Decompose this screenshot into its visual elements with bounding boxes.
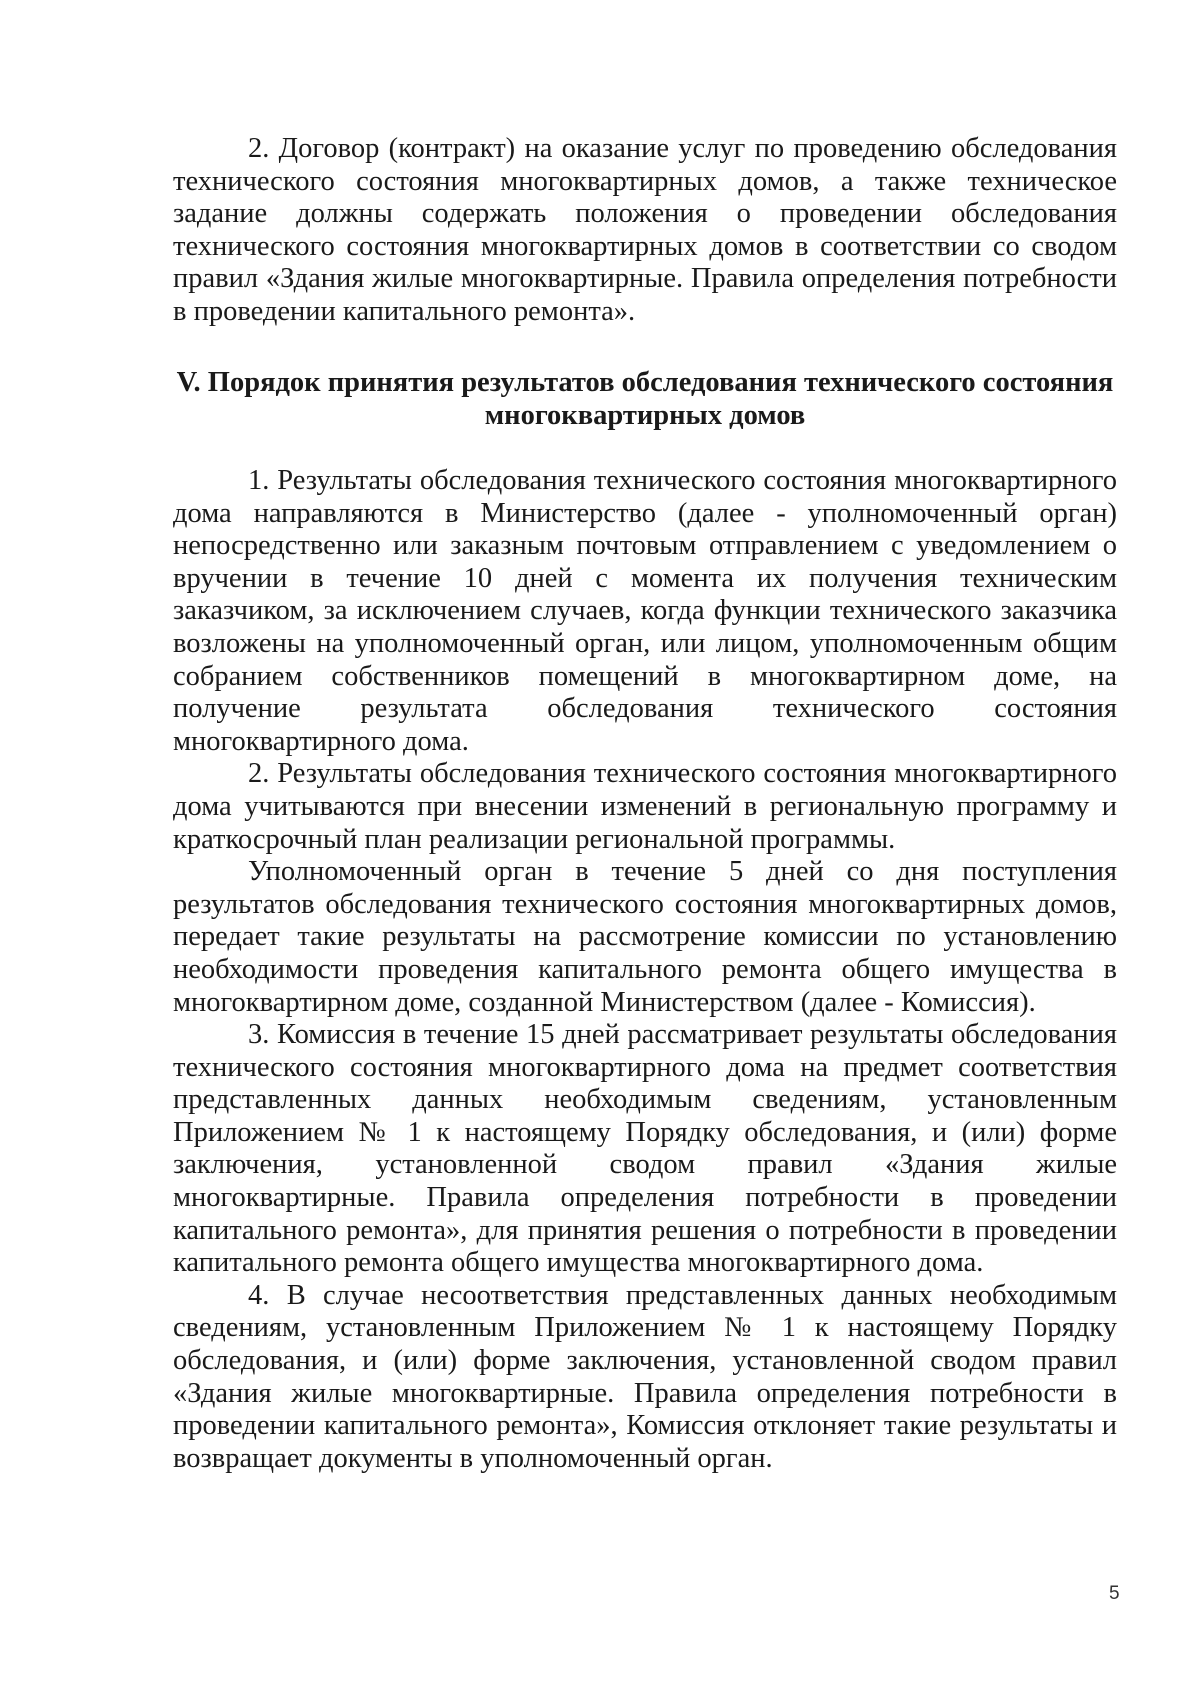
page-number: 5 [1109, 1583, 1120, 1604]
paragraph-results-submission: 1. Результаты обследования технического состояния многоквартирного дома направляются в Министерство (далее - уполномоченный орган) непосредственно или заказным почтовым отправлением с уведомлением о вручении в течение 10 дней с момента их получения техническим заказчиком, за исключением случаев, когда функции технического заказчика возложены на уполномоченный орган, или лицом, уполномоченным общим собранием собственников помещений в многоквартирном доме, на получение результата обследования технического состояния многоквартирного дома. [173, 465, 1117, 757]
paragraph-commission-review: 3. Комиссия в течение 15 дней рассматривает результаты обследования технического состояния многоквартирного дома на предмет соответствия представленных данных необходимым сведениям, установленным Приложением № 1 к настоящему Порядку обследования, и (или) форме заключения, установленной сводом правил «Здания жилые многоквартирные. Правила определения потребности в проведении капитального ремонта», для принятия решения о потребности в проведении капитального ремонта общего имущества многоквартирного дома. [173, 1019, 1117, 1279]
section-heading-line2: многоквартирных домов [484, 399, 806, 431]
section-heading-line1: V. Порядок принятия результатов обследования технического состояния [176, 367, 1114, 398]
section-heading [173, 367, 1117, 432]
paragraph-authorized-body: Уполномоченный орган в течение 5 дней со дня поступления результатов обследования технического состояния многоквартирных домов, передает такие результаты на рассмотрение комиссии по установлению необходимости проведения капитального ремонта общего имущества в многоквартирном доме, созданной Министерством (далее - Комиссия). [173, 856, 1117, 1018]
paragraph-results-consideration: 2. Результаты обследования технического состояния многоквартирного дома учитываются при внесении изменений в региональную программу и краткосрочный план реализации региональной программы. [173, 758, 1117, 855]
paragraph-commission-rejection: 4. В случае несоответствия представленных данных необходимым сведениям, установленным Приложением № 1 к настоящему Порядку обследования, и (или) форме заключения, установленной сводом правил «Здания жилые многоквартирные. Правила определения потребности в проведении капитального ремонта», Комиссия отклоняет такие результаты и возвращает документы в уполномоченный орган. [173, 1279, 1117, 1474]
section-body [173, 465, 1117, 1475]
paragraph-contract-requirements: 2. Договор (контракт) на оказание услуг по проведению обследования технического состояния многоквартирных домов, а также техническое задание должны содержать положения о проведении обследования технического состояния многоквартирных домов в соответствии со сводом правил «Здания жилые многоквартирные. Правила определения потребности в проведении капитального ремонта». [173, 133, 1117, 327]
